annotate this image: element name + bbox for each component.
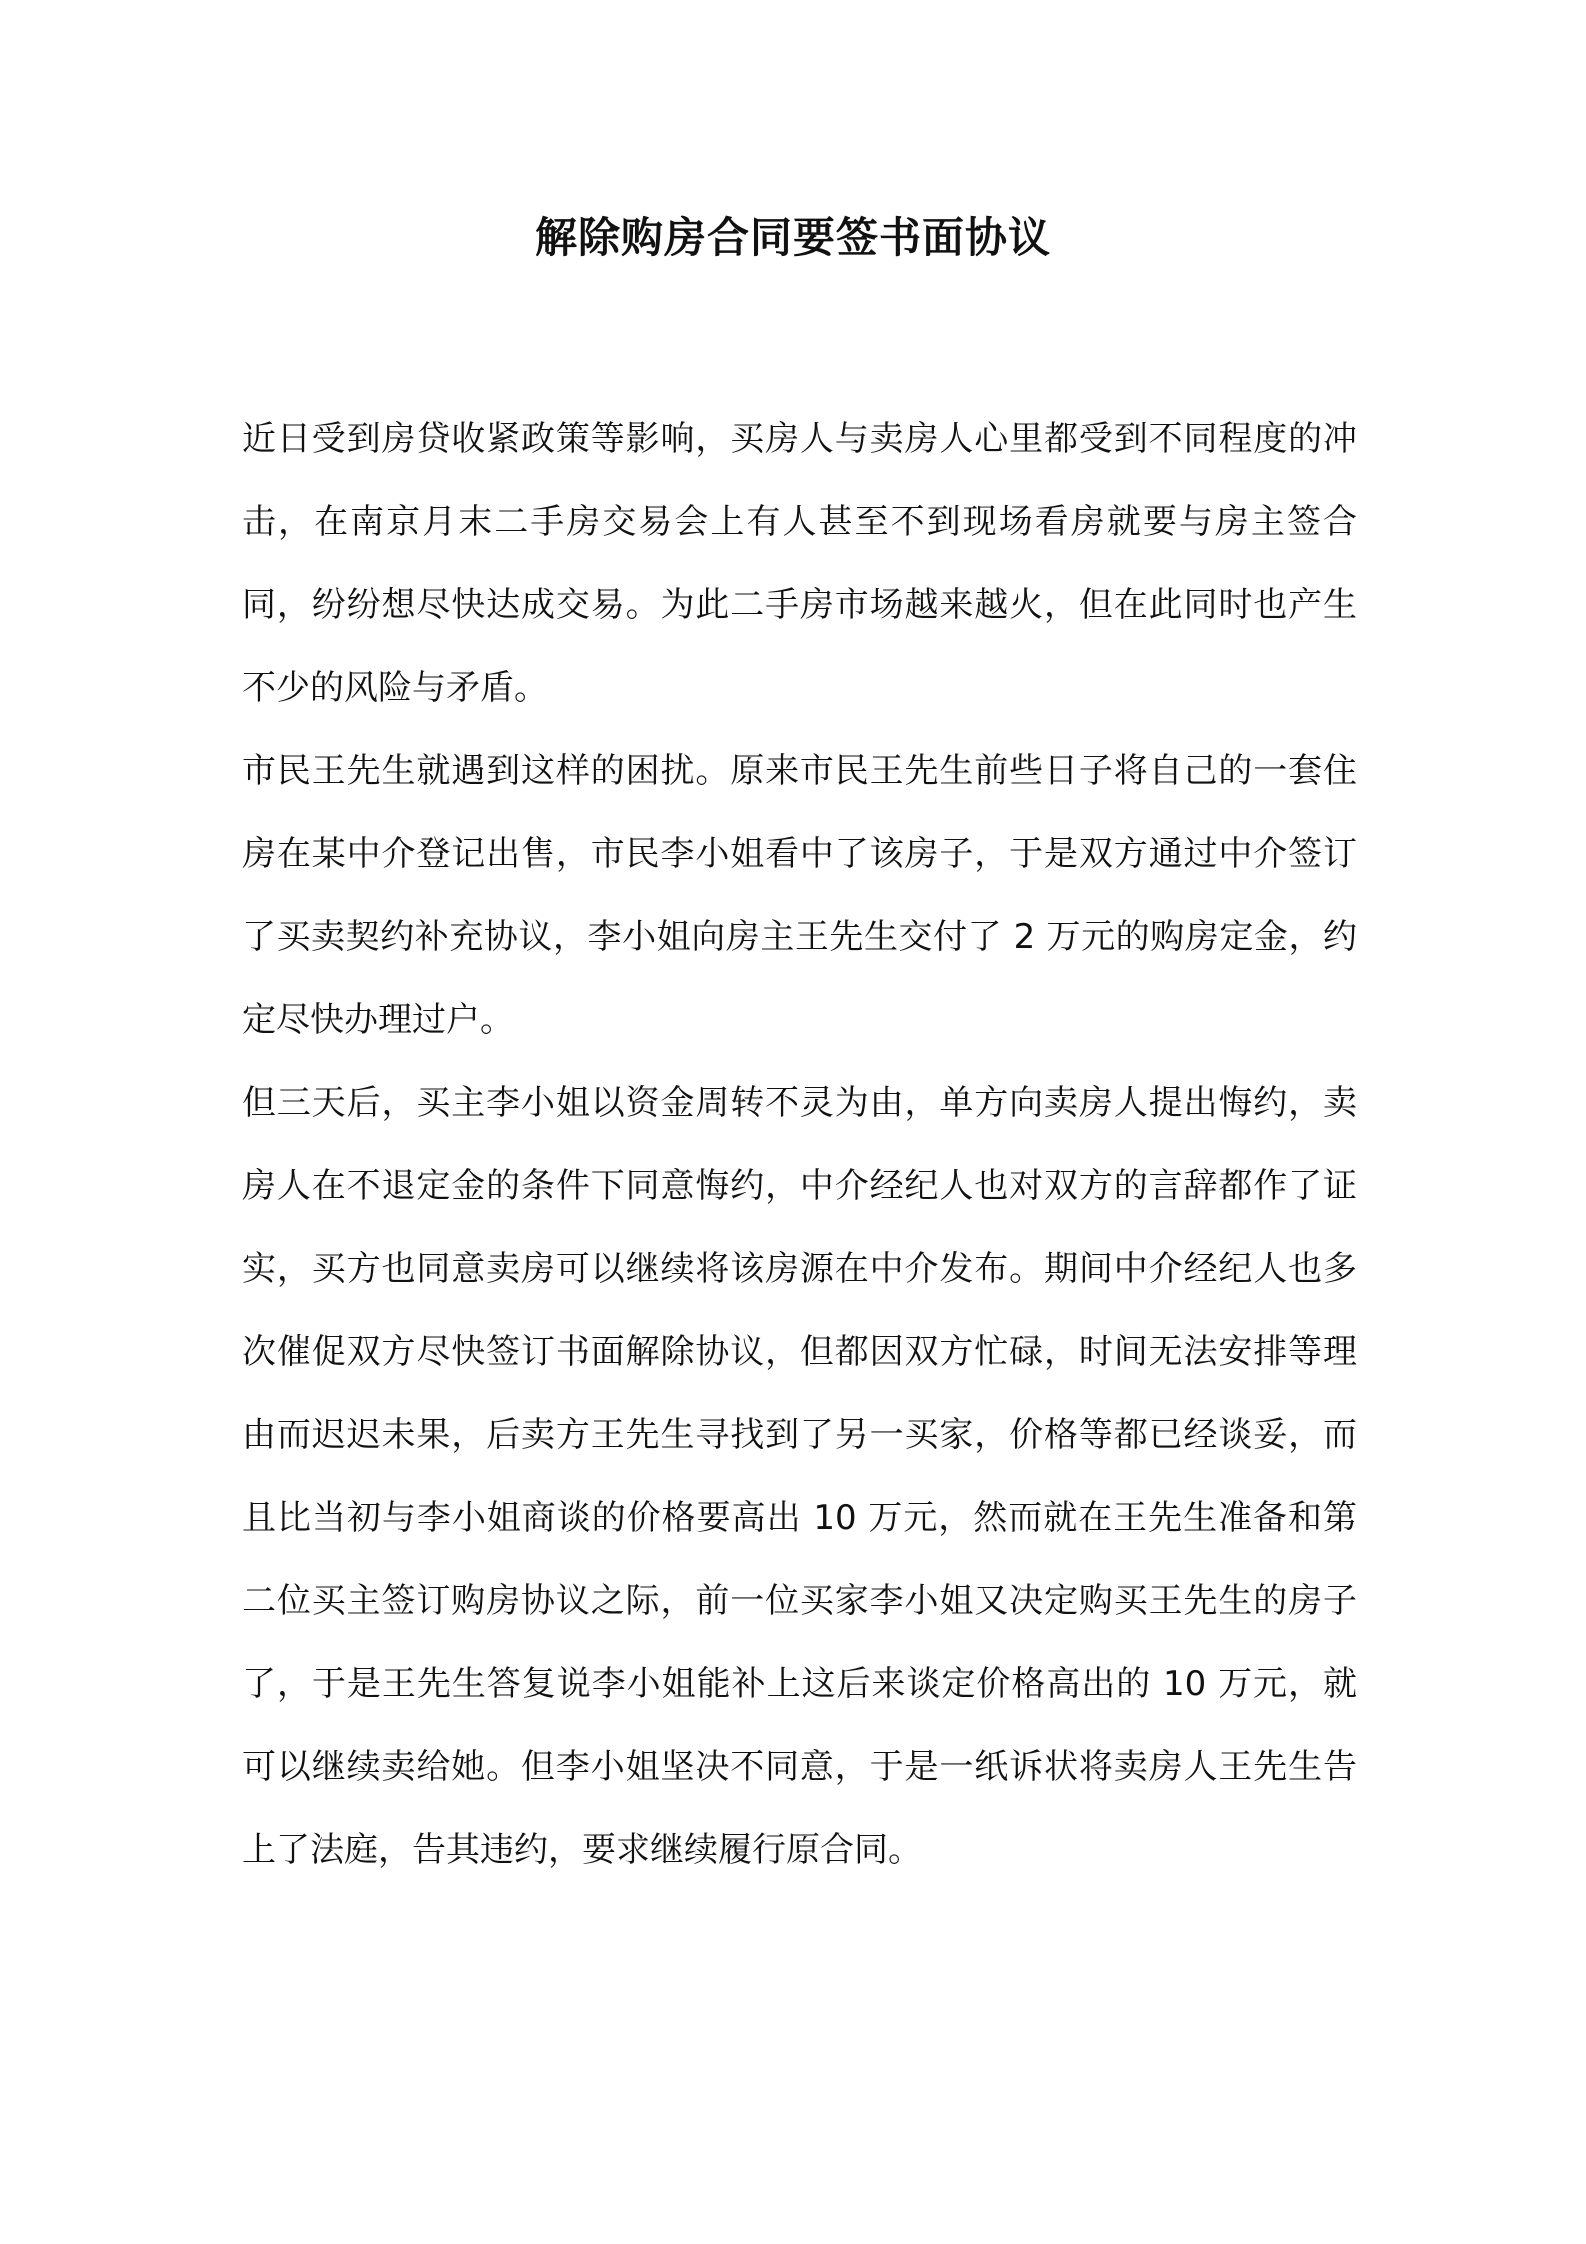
paragraph-2: 市民王先生就遇到这样的困扰。原来市民王先生前些日子将自己的一套住房在某中介登记出售，市民李小姐看中了该房子，于是双方通过中介签订了买卖契约补充协议，李小姐向房主王先生交付了 2 万元的购房定金，约定尽快办理过户。 [242, 751, 1357, 1040]
document-body [242, 398, 1357, 1892]
paragraph-1: 近日受到房贷收紧政策等影响，买房人与卖房人心里都受到不同程度的冲击，在南京月末二手房交易会上有人甚至不到现场看房就要与房主签合同，纷纷想尽快达成交易。为此二手房市场越来越火，但在此同时也产生不少的风险与矛盾。 [242, 419, 1357, 708]
document-title: 解除购房合同要签书面协议 [534, 213, 1051, 262]
paragraph-3: 但三天后，买主李小姐以资金周转不灵为由，单方向卖房人提出悔约，卖房人在不退定金的条件下同意悔约，中介经纪人也对双方的言辞都作了证实，买方也同意卖房可以继续将该房源在中介发布。期间中介经纪人也多次催促双方尽快签订书面解除协议，但都因双方忙碌，时间无法安排等理由而迟迟未果，后卖方王先生寻找到了另一买家，价格等都已经谈妥，而且比当初与李小姐商谈的价格要高出 10 万元，然而就在王先生准备和第二位买主签订购房协议之际，前一位买家李小姐又决定购买王先生的房子了，于是王先生答复说李小姐能补上这后来谈定价格高出的 10 万元，就可以继续卖给她。但李小姐坚决不同意，于是一纸诉状将卖房人王先生告上了法庭，告其违约，要求继续履行原合同。 [242, 1083, 1357, 1870]
